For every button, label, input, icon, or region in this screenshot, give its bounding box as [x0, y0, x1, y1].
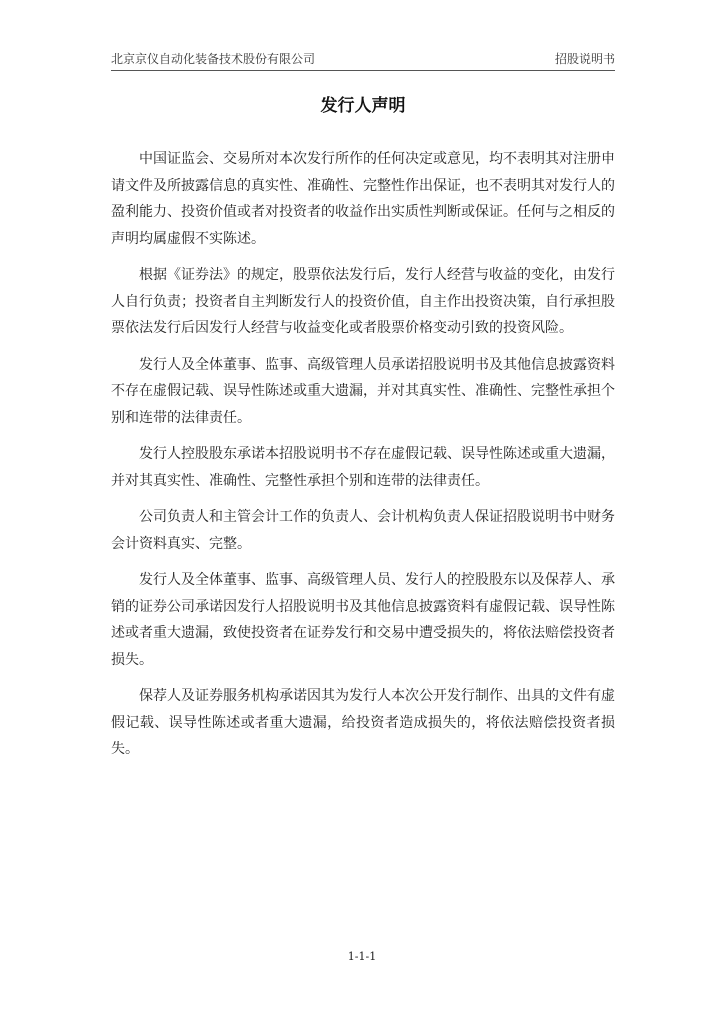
paragraph-3: 发行人及全体董事、监事、高级管理人员承诺招股说明书及其他信息披露资料不存在虚假记载、误导性陈述或重大遗漏，并对其真实性、准确性、完整性承担个别和连带的法律责任。: [111, 356, 615, 426]
paragraph-1: 中国证监会、交易所对本次发行所作的任何决定或意见，均不表明其对注册申请文件及所披露信息的真实性、准确性、完整性作出保证，也不表明其对发行人的盈利能力、投资价值或者对投资者的收益作出实质性判断或保证。任何与之相反的声明均属虚假不实陈述。: [111, 151, 615, 247]
paragraph-5: 公司负责人和主管会计工作的负责人、会计机构负责人保证招股说明书中财务会计资料真实、完整。: [111, 509, 615, 552]
paragraph-7: 保荐人及证券服务机构承诺因其为发行人本次公开发行制作、出具的文件有虚假记载、误导性陈述或者重大遗漏，给投资者造成损失的，将依法赔偿投资者损失。: [111, 688, 615, 757]
header-divider: [111, 70, 615, 71]
paragraph-4: 发行人控股股东承诺本招股说明书不存在虚假记载、误导性陈述或重大遗漏，并对其真实性、准确性、完整性承担个别和连带的法律责任。: [111, 446, 615, 489]
page-number: 1-1-1: [347, 950, 377, 963]
header-company-name: 北京京仪自动化装备技术股份有限公司: [111, 52, 316, 66]
paragraph-6: 发行人及全体董事、监事、高级管理人员、发行人的控股股东以及保荐人、承销的证券公司承诺因发行人招股说明书及其他信息披露资料有虚假记载、误导性陈述或者重大遗漏，致使投资者在证券发行和交易中遭受损失的，将依法赔偿投资者损失。: [111, 572, 615, 668]
paragraph-2: 根据《证券法》的规定，股票依法发行后，发行人经营与收益的变化，由发行人自行负责；投资者自主判断发行人的投资价值，自主作出投资决策，自行承担股票依法发行后因发行人经营与收益变化或者股票价格变动引致的投资风险。: [111, 267, 615, 336]
page-header: [111, 52, 615, 70]
document-title: 发行人声明: [320, 96, 406, 116]
document-body: [111, 146, 615, 773]
header-document-type: 招股说明书: [554, 52, 615, 66]
